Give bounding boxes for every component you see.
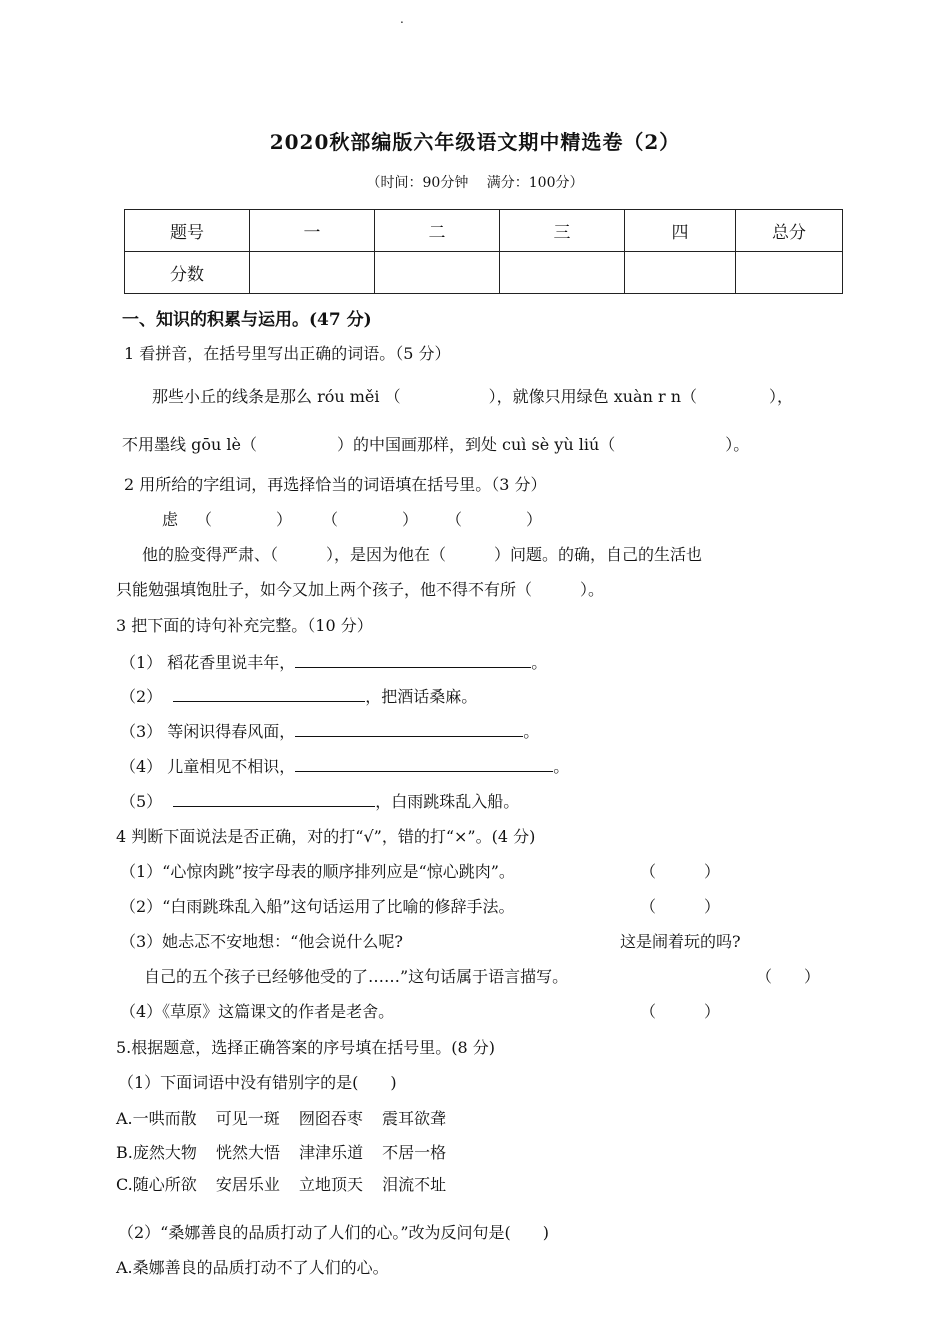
q1-text: ）， [769, 387, 794, 406]
item-number: （2） [120, 687, 163, 706]
q1-text: ），就像只用绿色 xuàn r n（ [488, 387, 697, 406]
answer-line[interactable] [295, 653, 531, 668]
item-number: （4） [120, 757, 163, 776]
q3-item-3 [120, 719, 539, 742]
q4-answer-3[interactable]: （ ） [756, 967, 821, 986]
header-dot: . [400, 12, 404, 26]
q5-sub-2-option-a[interactable]: A.桑娜善良的品质打动不了人们的心。 [116, 1258, 389, 1277]
option-word: B.庞然大物 [116, 1143, 197, 1162]
q4-answer-2[interactable]: （ ） [640, 897, 721, 916]
q1-text: ）。 [725, 435, 750, 454]
score-cell[interactable] [250, 252, 375, 294]
section-1-heading: 一、知识的积累与运用。(47 分) [122, 310, 372, 330]
option-word: 可见一斑 [215, 1109, 280, 1128]
q3-stem: 3 把下面的诗句补充完整。（10 分） [116, 616, 373, 635]
exam-info: （时间：90分钟 满分：100分） [366, 175, 584, 191]
q4-item-4: （4）《草原》这篇课文的作者是老舍。 [120, 1002, 395, 1021]
header-cell: 三 [500, 210, 625, 252]
q1-line-1 [152, 384, 793, 407]
q4-answer-4[interactable]: （ ） [640, 1002, 721, 1021]
q4-item-2: （2）“白雨跳珠乱入船”这句话运用了比喻的修辞手法。 [120, 897, 515, 916]
q5-option-c[interactable] [116, 1172, 446, 1195]
poem-line: ，白雨跳珠乱入船。 [375, 792, 520, 811]
q5-sub-1: （1）下面词语中没有错别字的是( ) [118, 1073, 397, 1092]
answer-line[interactable] [173, 687, 365, 702]
q4-item-3a: （3）她忐忑不安地想：“他会说什么呢? [120, 932, 403, 951]
q2-char: 虑 [162, 510, 179, 529]
option-word: A.一哄而散 [116, 1109, 197, 1128]
header-cell: 四 [625, 210, 736, 252]
option-word: 安居乐业 [215, 1175, 280, 1194]
q1-text: 不用墨线 gōu lè（ [122, 435, 257, 454]
q3-item-4 [120, 754, 569, 777]
score-cell[interactable] [500, 252, 625, 294]
header-cell: 一 [250, 210, 375, 252]
q2-sentence-1: 他的脸变得严肃、（ ），是因为他在（ ）问题。的确，自己的生活也 [142, 545, 703, 564]
q5-sub-2: （2）“桑娜善良的品质打动了人们的心。”改为反问句是( ) [118, 1223, 550, 1242]
poem-line: 儿童相见不相识， [167, 757, 296, 776]
q5-option-b[interactable] [116, 1140, 446, 1163]
q5-stem: 5.根据题意，选择正确答案的序号填在括号里。(8 分) [116, 1038, 496, 1057]
q2-blank-3[interactable]: （ ） [446, 510, 543, 529]
poem-line: ，把酒话桑麻。 [365, 687, 478, 706]
item-number: （1） [120, 653, 163, 672]
page-title: 2020秋部编版六年级语文期中精选卷（2） [269, 130, 681, 154]
answer-line[interactable] [295, 722, 523, 737]
option-word: 震耳欲聋 [381, 1109, 446, 1128]
q5-option-a[interactable] [116, 1106, 446, 1129]
header-cell: 总分 [736, 210, 843, 252]
option-word: 恍然大悟 [215, 1143, 280, 1162]
q4-stem: 4 判断下面说法是否正确，对的打“√”，错的打“×”。(4 分) [116, 827, 536, 846]
option-word: 不居一格 [382, 1143, 447, 1162]
score-cell[interactable] [736, 252, 843, 294]
q2-blank-1[interactable]: （ ） [196, 510, 293, 529]
answer-line[interactable] [295, 757, 553, 772]
item-number: （3） [120, 722, 163, 741]
header-cell: 二 [375, 210, 500, 252]
q4-item-3c: 自己的五个孩子已经够他受的了……”这句话属于语言描写。 [144, 967, 569, 986]
q2-sentence-2: 只能勉强填饱肚子，如今又加上两个孩子，他不得不有所（ ）。 [116, 580, 605, 599]
q4-item-3b: 这是闹着玩的吗? [620, 932, 741, 951]
score-cell[interactable] [375, 252, 500, 294]
score-table-header-row [125, 210, 843, 252]
q1-text: 那些小丘的线条是那么 róu měi （ [152, 387, 401, 406]
q1-line-2 [122, 432, 749, 455]
poem-line: 等闲识得春风面， [167, 722, 296, 741]
q1-text: ）的中国画那样，到处 cuì sè yù liú（ [336, 435, 616, 454]
q4-answer-1[interactable]: （ ） [640, 862, 721, 881]
answer-line[interactable] [173, 792, 375, 807]
option-word: 泪流不址 [382, 1175, 447, 1194]
option-word: C.随心所欲 [116, 1175, 197, 1194]
punct: 。 [553, 757, 570, 776]
punct: 。 [531, 653, 548, 672]
poem-line: 稻花香里说丰年， [167, 653, 296, 672]
q1-stem: 1 看拼音，在括号里写出正确的词语。（5 分） [124, 344, 451, 363]
header-cell: 题号 [125, 210, 250, 252]
q2-blank-2[interactable]: （ ） [322, 510, 419, 529]
row-label-cell: 分数 [125, 252, 250, 294]
q2-stem: 2 用所给的字组词，再选择恰当的词语填在括号里。（3 分） [124, 475, 547, 494]
score-table-score-row [125, 252, 843, 294]
score-cell[interactable] [625, 252, 736, 294]
punct: 。 [523, 722, 540, 741]
q3-item-1 [120, 650, 547, 673]
option-word: 津津乐道 [299, 1143, 364, 1162]
option-word: 囫囵吞枣 [298, 1109, 363, 1128]
score-table [124, 209, 843, 294]
q3-item-5 [120, 789, 519, 812]
q3-item-2 [120, 684, 477, 707]
q4-item-1: （1）“心惊肉跳”按字母表的顺序排列应是“惊心跳肉”。 [120, 862, 515, 881]
item-number: （5） [120, 792, 163, 811]
option-word: 立地顶天 [298, 1175, 363, 1194]
